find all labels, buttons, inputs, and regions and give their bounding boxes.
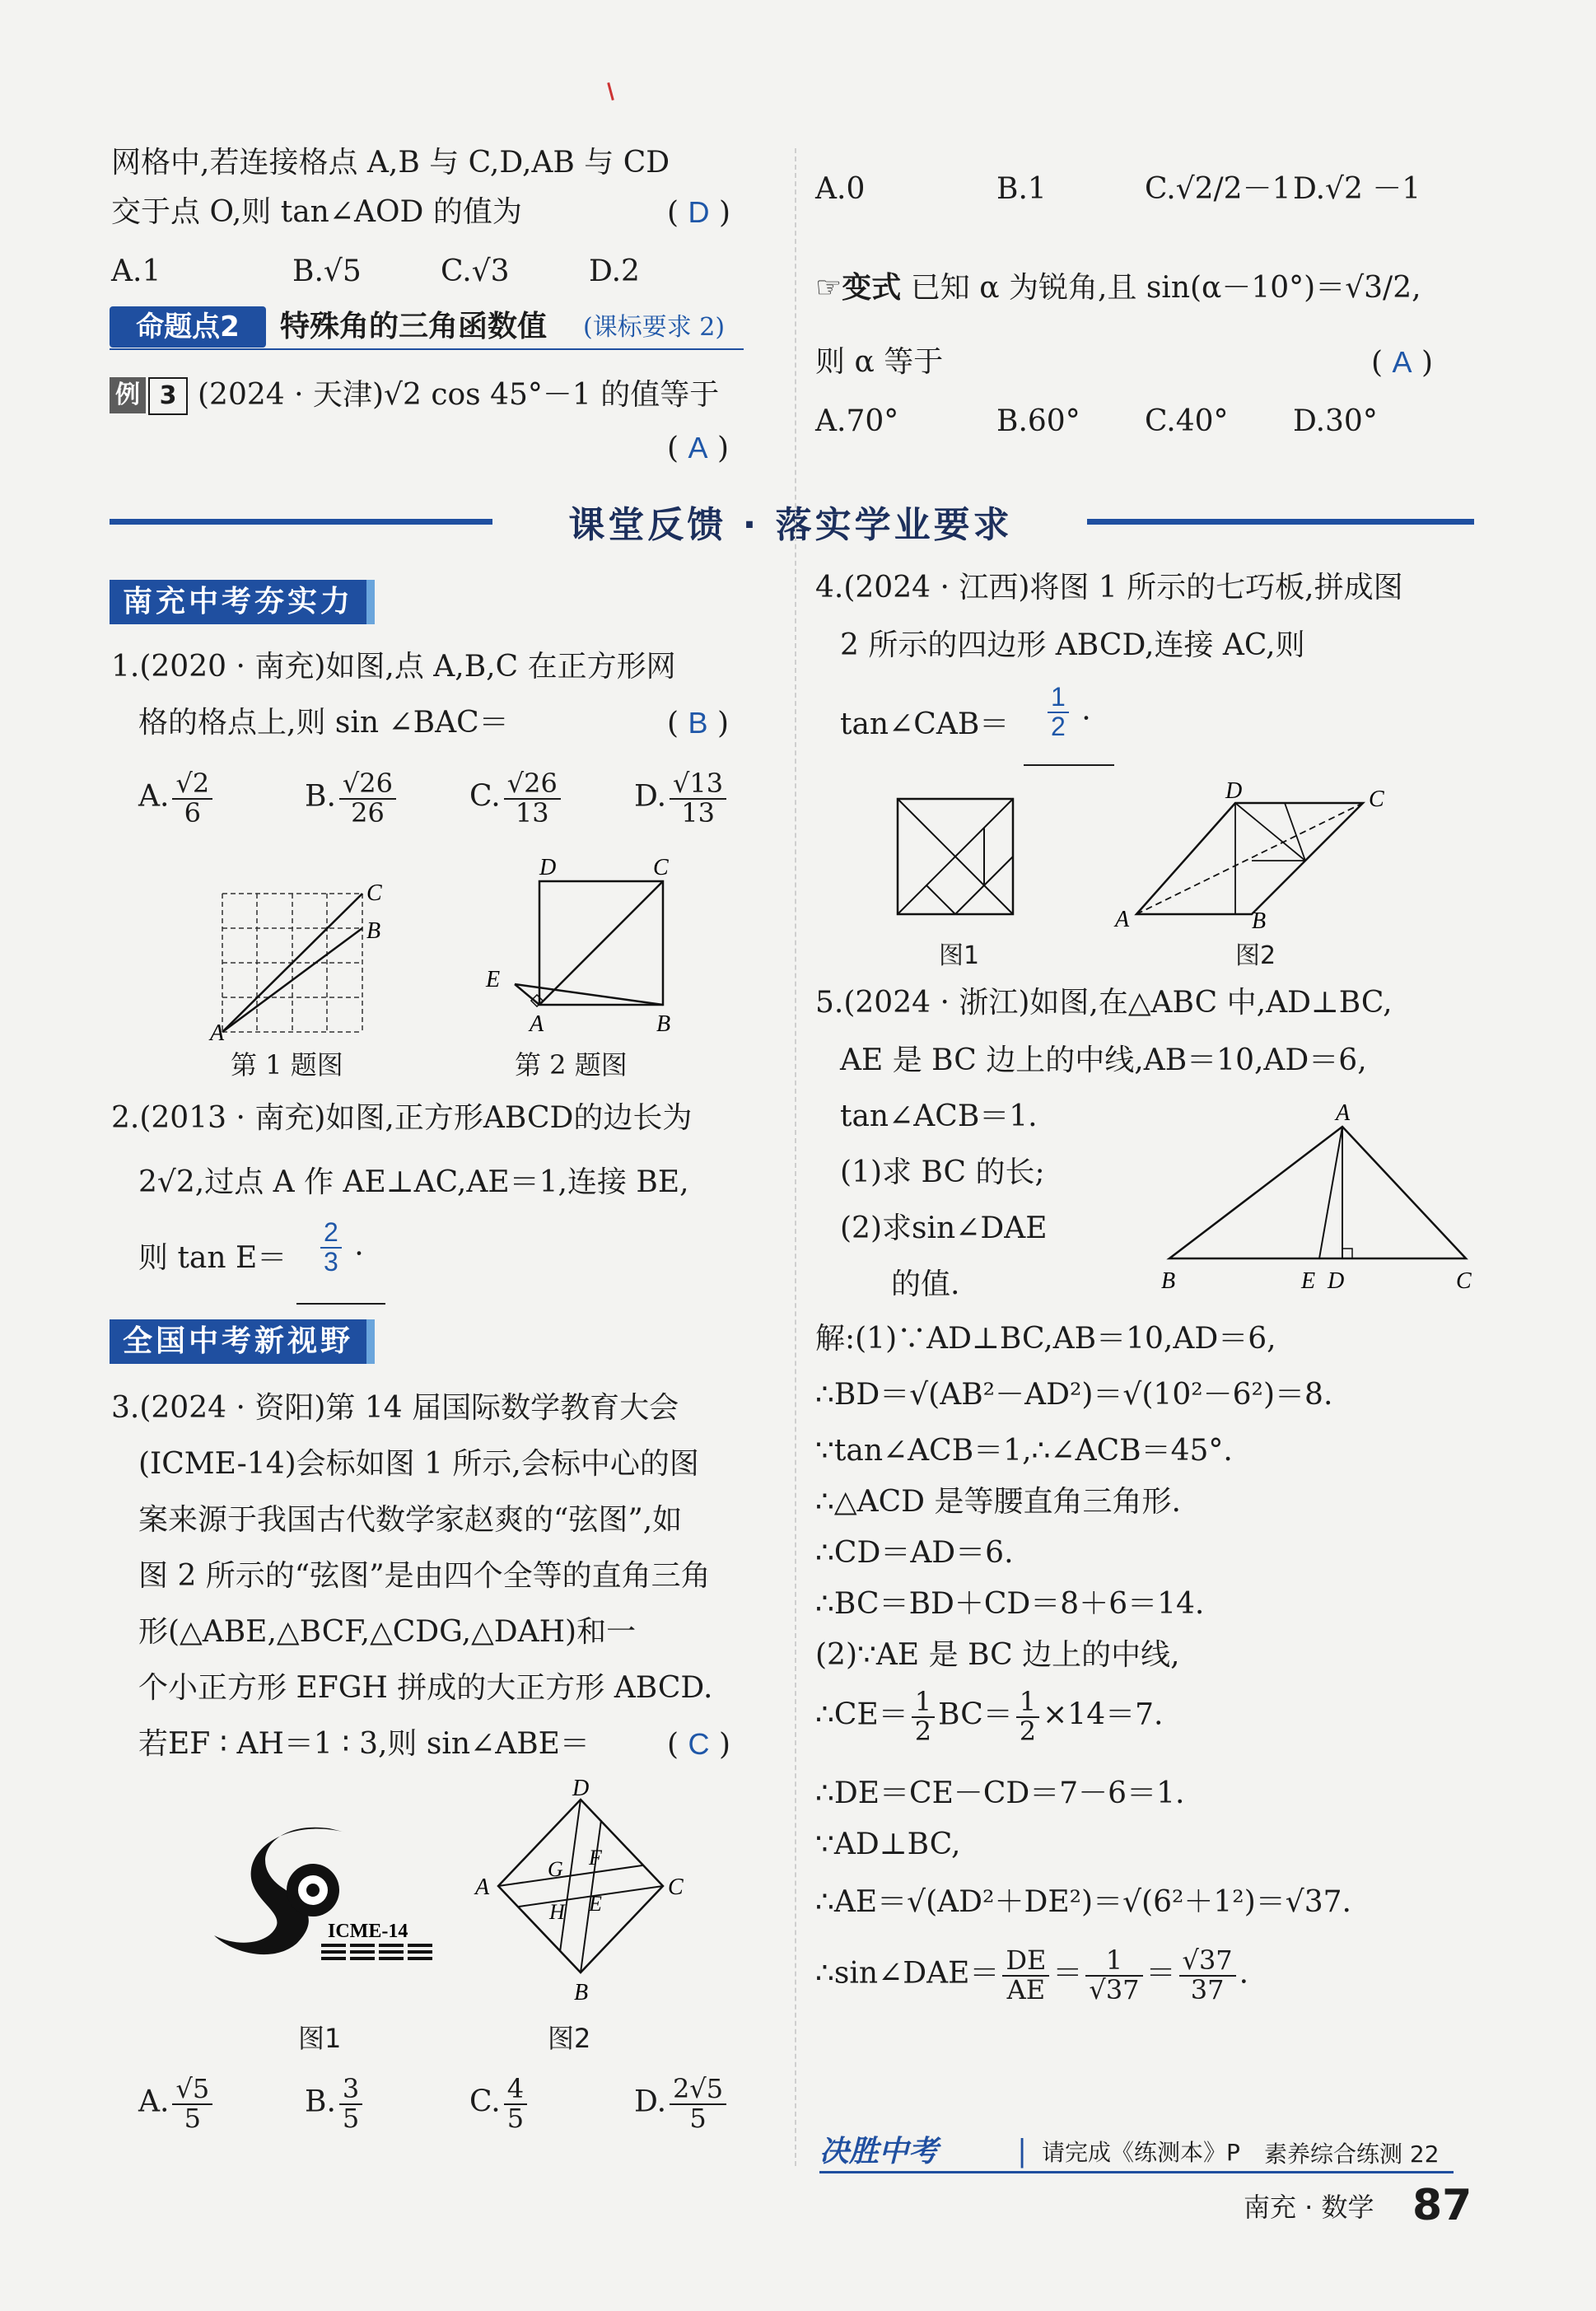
- q3-d-num: 2√5: [670, 2075, 726, 2105]
- q4-tangram-figure: [889, 791, 1021, 922]
- q2-label-a: A: [530, 1011, 544, 1037]
- q4-answer: $\frac{1}{2}$ .: [1044, 684, 1091, 740]
- q3-c-den: 5: [506, 2102, 525, 2134]
- solution-s10: ∵AD⊥BC,: [815, 1828, 961, 1861]
- solution-s8-den-b: 2: [1019, 1715, 1037, 1747]
- q2-square-figure: [482, 857, 696, 1046]
- q3-fig1-caption: 图1: [298, 2023, 342, 2054]
- solution-s2: ∴BD＝√(AB²－AD²)＝√(10²－6²)＝8.: [815, 1378, 1333, 1412]
- solution-s8-pre: ∴CE＝: [815, 1697, 908, 1732]
- q2-label-e: E: [486, 967, 501, 992]
- q1-line1: 1.(2020 · 南充)如图,点 A,B,C 在正方形网: [111, 650, 676, 684]
- q1-d-den: 13: [681, 796, 715, 829]
- top-left-opt-a: A.1: [111, 254, 161, 288]
- solution-s4: ∴△ACD 是等腰直角三角形.: [815, 1485, 1181, 1519]
- q1-grid-figure: [202, 877, 399, 1042]
- solution-s5: ∴CD＝AD＝6.: [815, 1536, 1014, 1570]
- q1-label-a: A: [210, 1020, 225, 1042]
- top-left-line2: 交于点 O,则 tan∠AOD 的值为: [111, 195, 522, 229]
- footer-sub: 素养综合练测 22: [1264, 2141, 1440, 2168]
- q5-label-b: B: [1161, 1268, 1176, 1294]
- footer-banner: [819, 2133, 1458, 2171]
- top-left-opt-b: B.√5: [292, 254, 362, 288]
- example3-answer: A: [688, 431, 708, 465]
- variant-text: 已知 α 为锐角,且 sin(α－10°)＝√3/2,: [910, 271, 1421, 305]
- mingti-underline: [110, 348, 744, 350]
- variant-answer: A: [1392, 345, 1412, 379]
- q3-fig2-caption: 图2: [548, 2023, 591, 2054]
- solution-s9: ∴DE＝CE－CD＝7－6＝1.: [815, 1776, 1185, 1810]
- solution-s1: 解:(1)∵AD⊥BC,AB＝10,AD＝6,: [815, 1322, 1276, 1356]
- solution-f1-num: DE: [1002, 1947, 1049, 1977]
- top-left-line1: 网格中,若连接格点 A,B 与 C,D,AB 与 CD: [111, 146, 670, 180]
- solution-f3-den: 37: [1190, 1973, 1225, 2005]
- variant-line: [815, 273, 1421, 303]
- q3-label-b: B: [574, 1980, 589, 2005]
- q1-b-den: 26: [351, 796, 385, 829]
- q1-d-num: √13: [670, 770, 726, 800]
- q1-opt-a: A. $\frac{√2}{6}$: [138, 770, 216, 827]
- example-number: 3: [148, 377, 188, 415]
- mingti-title: 特殊角的三角函数值: [280, 310, 548, 343]
- q4-label-d: D: [1225, 778, 1243, 804]
- q1-line2: 格的格点上,则 sin ∠BAC＝: [138, 706, 509, 740]
- q3-d-den: 5: [689, 2102, 707, 2134]
- q3-line4: 图 2 所示的“弦图”是由四个全等的直角三角: [138, 1559, 711, 1593]
- q5-label-a: A: [1336, 1100, 1351, 1126]
- solution-s11: ∴AE＝√(AD²＋DE²)＝√(6²＋1²)＝√37.: [815, 1885, 1351, 1919]
- solution-s12-pre: ∴sin∠DAE＝: [815, 1956, 1000, 1991]
- section-title: 课堂反馈 · 落实学业要求: [568, 504, 1013, 546]
- q3-line6: 个小正方形 EFGH 拼成的大正方形 ABCD.: [138, 1671, 713, 1705]
- top-right-opt-a: A.0: [815, 172, 866, 206]
- q1-caption: 第 1 题图: [231, 1049, 343, 1081]
- top-left-opt-d: D.2: [589, 254, 640, 288]
- q4-label-b: B: [1252, 908, 1267, 931]
- q3-line7: 若EF ∶ AH＝1 ∶ 3,则 sin∠ABE＝: [138, 1727, 590, 1761]
- q4-label-a: A: [1115, 907, 1130, 931]
- q2-label-b: B: [656, 1011, 671, 1037]
- q4-ans-num: 1: [1048, 684, 1069, 713]
- q3-line5: 形(△ABE,△BCF,△CDG,△DAH)和一: [138, 1615, 637, 1649]
- q3-line3: 案来源于我国古代数学家赵爽的“弦图”,如: [138, 1503, 683, 1537]
- q3-line2: (ICME-14)会标如图 1 所示,会标中心的图: [138, 1447, 699, 1481]
- solution-f3-num: √37: [1179, 1947, 1236, 1977]
- solution-s7: (2)∵AE 是 BC 边上的中线,: [815, 1638, 1180, 1672]
- q3-label-e: E: [589, 1892, 602, 1916]
- footer-separator: |: [1017, 2135, 1028, 2169]
- mingti-req: (课标要求 2): [583, 313, 726, 342]
- top-left-answer: D: [688, 195, 710, 229]
- q5-triangle-figure: [1153, 1094, 1482, 1300]
- q4-line2: 2 所示的四边形 ABCD,连接 AC,则: [840, 628, 1305, 662]
- q2-label-c: C: [653, 857, 669, 880]
- q5-line2: AE 是 BC 边上的中线,AB＝10,AD＝6,: [840, 1043, 1367, 1077]
- q3-opt-d: D. $\frac{2√5}{5}$: [634, 2075, 730, 2132]
- q3-label-c: C: [668, 1874, 684, 1900]
- top-left-answer-bracket: ( D ): [667, 195, 730, 230]
- ink-mark: [607, 82, 614, 100]
- q1-label-b: B: [366, 918, 381, 944]
- q3-string-figure: [474, 1779, 688, 2005]
- q2-label-d: D: [539, 857, 557, 880]
- q3-b-num: 3: [339, 2075, 362, 2105]
- icme-logo-figure: [206, 1812, 445, 1977]
- q5-line1: 5.(2024 · 浙江)如图,在△ABC 中,AD⊥BC,: [815, 986, 1393, 1020]
- q4-line3: tan∠CAB＝: [840, 707, 1010, 741]
- q3-answer-bracket: ( C ): [667, 1727, 730, 1762]
- q1-label-c: C: [366, 880, 382, 906]
- variant-answer-bracket: ( A ): [1371, 345, 1434, 380]
- q3-label-a: A: [475, 1874, 490, 1900]
- solution-s6: ∴BC＝BD＋CD＝8＋6＝14.: [815, 1587, 1205, 1621]
- variant-opt-a: A.70°: [815, 404, 899, 438]
- footer-brand: 决胜中考: [819, 2135, 939, 2169]
- q1-b-num: √26: [339, 770, 396, 800]
- top-left-opt-c: C.√3: [441, 254, 510, 288]
- q2-line1: 2.(2013 · 南充)如图,正方形ABCD的边长为: [111, 1101, 693, 1135]
- solution-s8-post: ×14＝7.: [1043, 1697, 1164, 1732]
- q5-sub2: (2)求sin∠DAE: [840, 1212, 1048, 1245]
- solution-s12: ∴sin∠DAE＝ $\frac{DE}{AE}$ ＝ $\frac{1}{√37}$ ＝ $\frac{√37}{37}$ .: [815, 1945, 1249, 2005]
- q4-parallelogram-figure: [1112, 778, 1408, 931]
- variant-label: 变式: [842, 271, 902, 305]
- q1-a-den: 6: [184, 796, 201, 829]
- q1-opt-c: C. $\frac{√26}{13}$: [469, 770, 564, 827]
- example3-text: (2024 · 天津)√2 cos 45°－1 的值等于: [198, 378, 720, 412]
- q1-c-num: √26: [504, 770, 561, 800]
- q1-opt-b: B. $\frac{√26}{26}$: [305, 770, 399, 827]
- q2-answer-blank: [296, 1303, 385, 1305]
- q5-sub2b: 的值.: [891, 1268, 960, 1301]
- q5-line3: tan∠ACB＝1.: [840, 1099, 1038, 1133]
- q4-fig1-caption: 图1: [939, 941, 980, 970]
- example3-answer-bracket: ( A ): [667, 431, 730, 465]
- q5-label-c: C: [1456, 1268, 1472, 1294]
- pointing-hand-icon: ☞: [815, 271, 842, 305]
- solution-f2-num: 1: [1085, 1947, 1142, 1977]
- section-bar-right: [1087, 519, 1474, 525]
- q3-label-g: G: [548, 1857, 563, 1881]
- section-bar-left: [110, 519, 492, 525]
- q4-label-c: C: [1369, 787, 1384, 812]
- q5-sub1: (1)求 BC 的长;: [840, 1156, 1045, 1189]
- variant-question: 则 α 等于: [815, 345, 944, 379]
- q1-opt-d: D. $\frac{√13}{13}$: [634, 770, 730, 827]
- q2-ans-den: 3: [324, 1246, 338, 1277]
- top-right-opt-c: C.√2/2－1: [1145, 172, 1291, 206]
- q4-ans-den: 2: [1051, 711, 1066, 741]
- q4-fig2-caption: 图2: [1235, 941, 1276, 970]
- variant-opt-b: B.60°: [996, 404, 1080, 438]
- column-divider: [795, 148, 796, 2166]
- q3-a-den: 5: [184, 2102, 201, 2134]
- q1-c-den: 13: [515, 796, 549, 829]
- q1-a-num: √2: [172, 770, 212, 800]
- tag-nanchong: 南充中考夯实力: [110, 580, 375, 624]
- q3-opt-a: A. $\frac{√5}{5}$: [138, 2075, 216, 2132]
- variant-opt-c: C.40°: [1145, 404, 1229, 438]
- solution-s8-den-a: 2: [914, 1715, 932, 1747]
- q3-opt-b: B. $\frac{3}{5}$: [305, 2075, 366, 2132]
- page-number: 87: [1412, 2181, 1472, 2230]
- q5-label-d: D: [1328, 1268, 1345, 1294]
- q3-b-den: 5: [342, 2102, 360, 2134]
- solution-f1-den: AE: [1006, 1973, 1046, 2005]
- q2-ans-num: 2: [320, 1219, 342, 1249]
- top-right-opt-d: D.√2 －1: [1293, 172, 1421, 206]
- q3-label-f: F: [589, 1846, 602, 1870]
- q3-label-d: D: [572, 1779, 590, 1801]
- solution-s8-num-a: 1: [912, 1688, 935, 1718]
- icme-logo-text: ICME-14: [328, 1921, 408, 1942]
- q3-opt-c: C. $\frac{4}{5}$: [469, 2075, 530, 2132]
- solution-s8-num-b: 1: [1016, 1688, 1039, 1718]
- solution-f2-den: √37: [1089, 1973, 1140, 2005]
- tag-national: 全国中考新视野: [110, 1319, 375, 1364]
- solution-s8-mid: BC＝: [938, 1697, 1013, 1732]
- footer-region: 南充 · 数学: [1244, 2192, 1374, 2223]
- solution-s8: [815, 1688, 1163, 1745]
- variant-opt-d: D.30°: [1293, 404, 1378, 438]
- q5-label-e: E: [1301, 1268, 1316, 1294]
- top-right-opt-b: B.1: [996, 172, 1047, 206]
- q1-answer-bracket: ( B ): [667, 706, 730, 740]
- footer-text: 请完成《练测本》P: [1042, 2139, 1240, 2166]
- q1-answer: B: [688, 706, 708, 740]
- q2-line2: 2√2,过点 A 作 AE⊥AC,AE＝1,连接 BE,: [138, 1165, 689, 1199]
- example-label: 例: [110, 377, 146, 413]
- q3-label-h: H: [549, 1900, 565, 1924]
- q3-a-num: √5: [172, 2075, 212, 2105]
- solution-s3: ∵tan∠ACB＝1,∴∠ACB＝45°.: [815, 1434, 1233, 1468]
- mingti-badge: 命题点2: [110, 306, 266, 348]
- q2-caption: 第 2 题图: [515, 1049, 628, 1081]
- q3-c-num: 4: [504, 2075, 527, 2105]
- q2-line3: 则 tan E＝: [138, 1241, 287, 1275]
- q3-answer: C: [688, 1727, 710, 1761]
- footer-line: [819, 2171, 1454, 2173]
- q3-line1: 3.(2024 · 资阳)第 14 届国际数学教育大会: [111, 1391, 679, 1425]
- q2-answer: $\frac{2}{3}$ .: [317, 1219, 364, 1276]
- q4-answer-blank: [1024, 764, 1114, 766]
- q4-line1: 4.(2024 · 江西)将图 1 所示的七巧板,拼成图: [815, 571, 1403, 605]
